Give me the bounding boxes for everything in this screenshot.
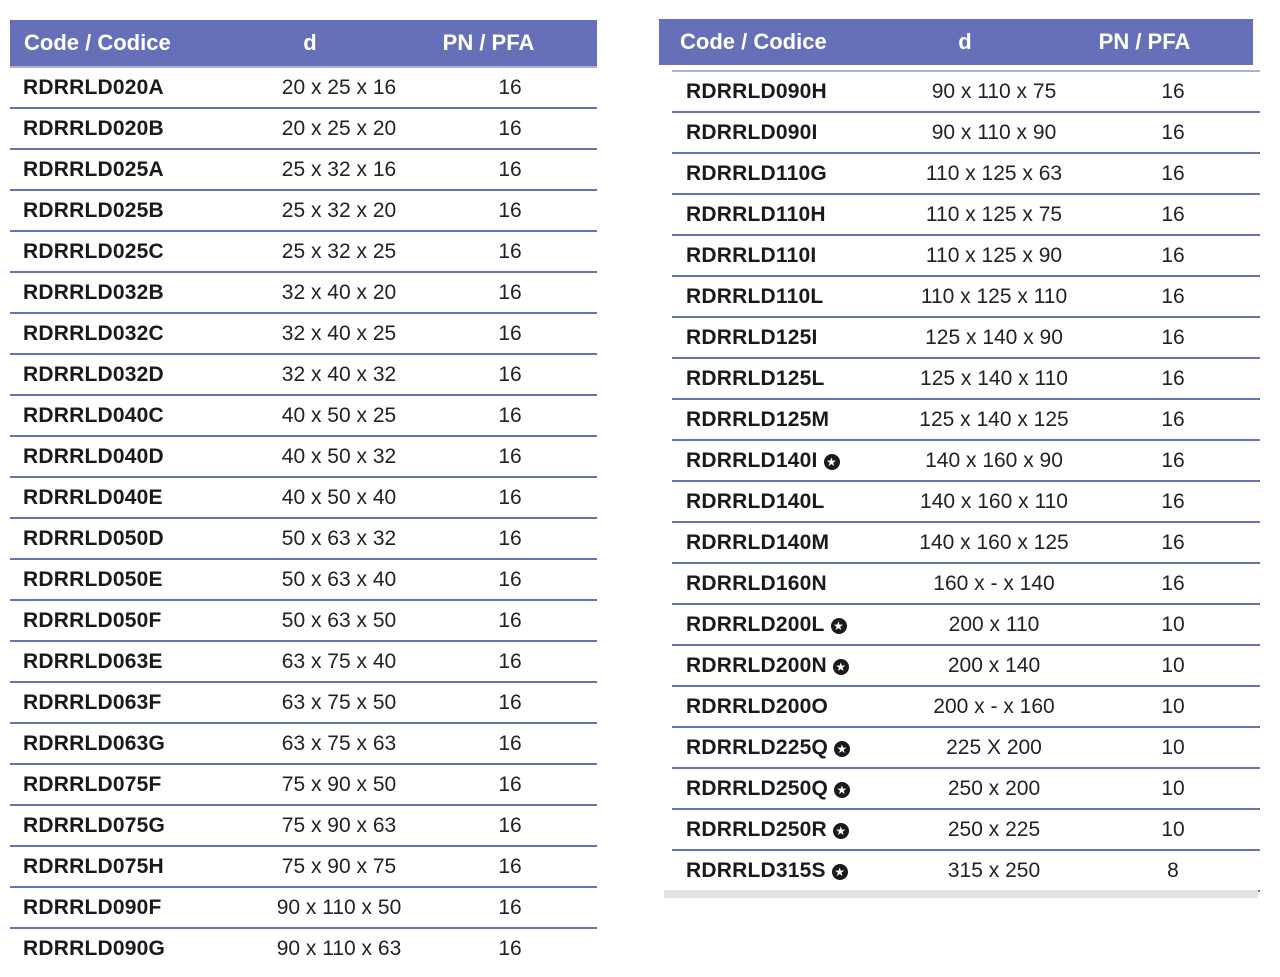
pressure-rating: 16 [498,362,522,386]
table-row [10,560,597,601]
dimension-value: 50 x 63 x 40 [281,567,397,591]
pressure-rating: 16 [1161,79,1185,103]
dimension-value: 140 x 160 x 90 [925,448,1063,472]
product-code-text: RDRRLD050F [23,608,162,632]
dimension-value: 315 x 250 [947,858,1041,882]
dimension-value: 125 x 140 x 110 [920,366,1068,390]
table-row [10,478,597,519]
table-row [672,236,1260,277]
pressure-rating: 16 [1161,407,1185,431]
product-code [10,773,240,797]
table-row [10,847,597,888]
header-d: d [303,30,317,55]
table-body [10,68,597,968]
dimension-value: 25 x 32 x 20 [281,198,397,222]
table-row [10,683,597,724]
star-badge-icon: ★ [834,782,850,798]
pressure-rating: 16 [498,239,522,263]
pressure-rating: 16 [498,321,522,345]
table-row [672,851,1260,892]
product-code-text: RDRRLD032B [23,280,164,304]
dimension-value: 63 x 75 x 63 [281,731,397,755]
dimension-value: 90 x 110 x 50 [276,895,402,919]
dimension-value: 75 x 90 x 63 [281,813,397,837]
product-code-text: RDRRLD090I [686,120,818,144]
product-code-text: RDRRLD200O [686,694,829,718]
table-bottom-rule [664,890,1258,898]
pressure-rating: 16 [1161,366,1185,390]
product-code [10,363,240,387]
product-code [672,244,894,268]
dimension-value: 110 x 125 x 75 [925,202,1063,226]
pressure-rating: 10 [1161,612,1185,636]
dimension-value: 125 x 140 x 90 [925,325,1063,349]
dimension-value: 32 x 40 x 20 [281,280,397,304]
product-code-text: RDRRLD025C [23,239,164,263]
product-code-text: RDRRLD025A [23,157,164,181]
pressure-rating: 16 [498,444,522,468]
product-code-text: RDRRLD090F [23,895,162,919]
product-code [10,486,240,510]
product-code [672,777,894,801]
product-code-text: RDRRLD200N [686,653,827,677]
product-code [10,322,240,346]
table-row [10,355,597,396]
product-code [672,654,894,678]
star-badge-icon: ★ [824,454,840,470]
table-row [672,769,1260,810]
dimension-value: 20 x 25 x 20 [281,116,397,140]
header-d: d [958,29,972,54]
product-code-text: RDRRLD040E [23,485,163,509]
pressure-rating: 16 [498,813,522,837]
product-code-text: RDRRLD090G [23,936,166,960]
dimension-value: 160 x - x 140 [933,571,1055,595]
table-header [10,20,597,66]
table-row [672,687,1260,728]
table-row [672,523,1260,564]
product-code [672,121,894,145]
dimension-value: 90 x 110 x 90 [931,120,1057,144]
star-badge-icon: ★ [834,741,850,757]
pressure-rating: 10 [1161,817,1185,841]
pressure-rating: 16 [1161,489,1185,513]
pressure-rating: 16 [1161,448,1185,472]
pressure-rating: 16 [498,485,522,509]
dimension-value: 75 x 90 x 75 [281,854,397,878]
product-code-text: RDRRLD063E [23,649,163,673]
table-body [672,72,1260,892]
product-code [672,285,894,309]
dimension-value: 40 x 50 x 40 [281,485,397,509]
product-table-left [10,0,597,968]
table-row [10,191,597,232]
dimension-value: 110 x 125 x 90 [925,243,1063,267]
product-code-text: RDRRLD050D [23,526,164,550]
product-code [672,818,894,842]
product-code-text: RDRRLD032D [23,362,164,386]
pressure-rating: 16 [498,936,522,960]
pressure-rating: 10 [1161,653,1185,677]
table-row [10,888,597,929]
dimension-value: 140 x 160 x 125 [919,530,1069,554]
product-code-text: RDRRLD110H [686,202,826,226]
pressure-rating: 16 [498,157,522,181]
product-code-text: RDRRLD032C [23,321,164,345]
product-code-text: RDRRLD250Q [686,776,829,800]
product-code-text: RDRRLD040C [23,403,164,427]
dimension-value: 250 x 200 [947,776,1041,800]
table-row [672,728,1260,769]
product-code-text: RDRRLD125M [686,407,830,431]
product-code-text: RDRRLD063F [23,690,162,714]
dimension-value: 200 x - x 160 [933,694,1055,718]
dimension-value: 50 x 63 x 50 [281,608,397,632]
pressure-rating: 16 [1161,571,1185,595]
table-row [672,482,1260,523]
product-code-text: RDRRLD110G [686,161,827,185]
header-code: Code / Codice [680,29,827,54]
product-code [672,80,894,104]
product-code [672,572,894,596]
header-pn: PN / PFA [1098,29,1191,54]
pressure-rating: 16 [1161,120,1185,144]
dimension-value: 225 X 200 [946,735,1042,759]
table-row [672,113,1260,154]
table-row [10,314,597,355]
dimension-value: 32 x 40 x 32 [281,362,397,386]
table-row [672,195,1260,236]
pressure-rating: 16 [1161,325,1185,349]
table-row [10,806,597,847]
dimension-value: 110 x 125 x 63 [925,161,1063,185]
product-code [10,117,240,141]
product-code-text: RDRRLD125I [686,325,818,349]
dimension-value: 63 x 75 x 50 [281,690,397,714]
table-row [672,318,1260,359]
product-code [672,531,894,555]
star-badge-icon: ★ [833,659,849,675]
pressure-rating: 16 [498,731,522,755]
product-code [672,490,894,514]
dimension-value: 25 x 32 x 25 [281,239,397,263]
pressure-rating: 16 [1161,530,1185,554]
product-code-text: RDRRLD110I [686,243,817,267]
pressure-rating: 16 [1161,284,1185,308]
product-code [672,613,894,637]
product-table-right [659,0,1260,898]
pressure-rating: 16 [498,895,522,919]
product-code-text: RDRRLD020A [23,75,164,99]
star-badge-icon: ★ [833,823,849,839]
pressure-rating: 16 [498,567,522,591]
product-code-text: RDRRLD040D [23,444,164,468]
pressure-rating: 16 [498,649,522,673]
table-row [672,359,1260,400]
table-row [10,68,597,109]
pressure-rating: 10 [1161,776,1185,800]
dimension-value: 90 x 110 x 63 [276,936,402,960]
dimension-value: 90 x 110 x 75 [931,79,1057,103]
header-pn: PN / PFA [442,30,535,55]
table-row [10,724,597,765]
dimension-value: 63 x 75 x 40 [281,649,397,673]
dimension-value: 200 x 140 [947,653,1041,677]
product-code [10,609,240,633]
product-code-text: RDRRLD140M [686,530,830,554]
product-code [10,937,240,961]
table-row [672,564,1260,605]
product-code-text: RDRRLD025B [23,198,164,222]
product-code [10,158,240,182]
dimension-value: 40 x 50 x 25 [281,403,397,427]
product-code [672,695,894,719]
dimension-value: 50 x 63 x 32 [281,526,397,550]
table-row [10,519,597,560]
header-code: Code / Codice [24,30,171,55]
product-code [672,408,894,432]
dimension-value: 110 x 125 x 110 [920,284,1068,308]
table-row [10,601,597,642]
product-code-text: RDRRLD225Q [686,735,829,759]
dimension-value: 75 x 90 x 50 [281,772,397,796]
product-code [10,732,240,756]
product-code [10,404,240,428]
pressure-rating: 16 [498,403,522,427]
pressure-rating: 16 [498,690,522,714]
product-code-text: RDRRLD110L [686,284,824,308]
table-row [672,810,1260,851]
pressure-rating: 10 [1161,694,1185,718]
table-row [10,437,597,478]
product-code [10,76,240,100]
header-divider [672,70,1260,72]
product-code-text: RDRRLD140L [686,489,825,513]
product-code [672,326,894,350]
product-code [672,736,894,760]
product-code-text: RDRRLD050E [23,567,163,591]
table-row [10,273,597,314]
table-row [10,150,597,191]
product-code-text: RDRRLD063G [23,731,166,755]
product-code [672,449,894,473]
pressure-rating: 16 [498,608,522,632]
pressure-rating: 16 [1161,202,1185,226]
product-code [10,199,240,223]
pressure-rating: 8 [1167,858,1179,882]
dimension-value: 25 x 32 x 16 [281,157,397,181]
product-code [10,568,240,592]
product-code [10,445,240,469]
product-code-text: RDRRLD125L [686,366,825,390]
product-code [10,896,240,920]
dimension-value: 20 x 25 x 16 [281,75,397,99]
product-code [672,859,894,883]
table-row [672,277,1260,318]
product-code-text: RDRRLD075H [23,854,164,878]
dimension-value: 200 x 110 [948,612,1040,636]
pressure-rating: 16 [498,280,522,304]
table-row [10,765,597,806]
product-code-text: RDRRLD250R [686,817,827,841]
star-badge-icon: ★ [832,864,848,880]
star-badge-icon: ★ [831,618,847,634]
header-divider [10,66,597,68]
pressure-rating: 16 [498,75,522,99]
pressure-rating: 16 [498,854,522,878]
product-code-text: RDRRLD315S [686,858,826,882]
product-code-text: RDRRLD090H [686,79,827,103]
pressure-rating: 16 [498,526,522,550]
product-code [10,240,240,264]
dimension-value: 40 x 50 x 32 [281,444,397,468]
product-code [10,855,240,879]
product-code-text: RDRRLD075F [23,772,162,796]
product-code [10,814,240,838]
dimension-value: 250 x 225 [947,817,1041,841]
product-code-text: RDRRLD075G [23,813,166,837]
pressure-rating: 16 [1161,161,1185,185]
table-row [10,109,597,150]
table-row [672,646,1260,687]
table-row [10,929,597,968]
product-code-text: RDRRLD200L [686,612,825,636]
product-code-text: RDRRLD140I [686,448,818,472]
pressure-rating: 10 [1161,735,1185,759]
product-code [672,367,894,391]
table-row [672,441,1260,482]
product-code [672,203,894,227]
table-row [10,396,597,437]
product-code-text: RDRRLD020B [23,116,164,140]
product-code-text: RDRRLD160N [686,571,827,595]
table-row [672,400,1260,441]
pressure-rating: 16 [498,772,522,796]
product-code [10,691,240,715]
pressure-rating: 16 [1161,243,1185,267]
pressure-rating: 16 [498,116,522,140]
product-code [672,162,894,186]
table-row [672,154,1260,195]
table-row [672,605,1260,646]
product-code [10,650,240,674]
table-row [10,232,597,273]
dimension-value: 140 x 160 x 110 [920,489,1068,513]
product-code [10,527,240,551]
dimension-value: 32 x 40 x 25 [281,321,397,345]
dimension-value: 125 x 140 x 125 [919,407,1069,431]
table-header [659,19,1253,65]
table-row [672,72,1260,113]
product-code [10,281,240,305]
pressure-rating: 16 [498,198,522,222]
table-row [10,642,597,683]
